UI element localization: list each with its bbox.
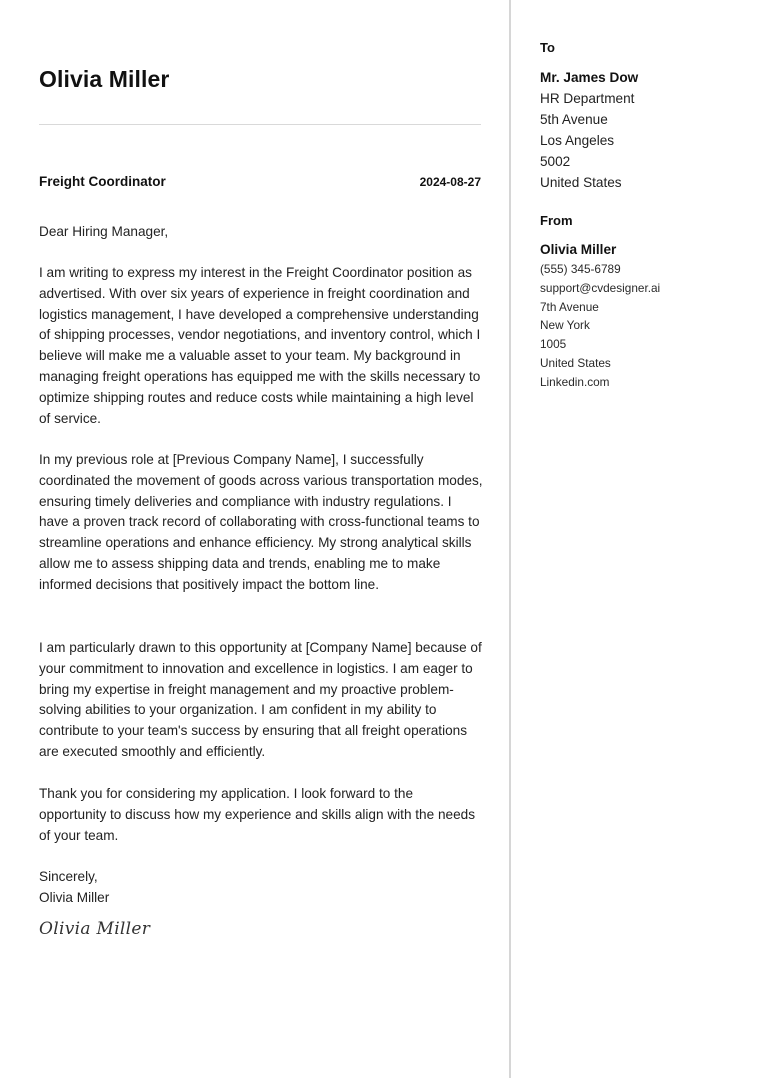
sender-email[interactable]: support@cvdesigner.ai — [540, 280, 661, 295]
recipient-department: HR Department — [540, 91, 635, 106]
letter-date: 2024-08-27 — [419, 175, 481, 189]
column-divider — [509, 0, 511, 1078]
sender-zip: 1005 — [540, 337, 567, 352]
paragraph-intro: I am writing to express my interest in the Freight Coordinator position as advertised. With over six years of experience in freight coordination and logistics management, I have developed a comprehensive understanding of shipping processes, vendor negotiations, and inventory control, which I believe will make me a valuable asset to your team. My background in managing freight operations has equipped me with the skills necessary to optimize shipping routes and reduce costs while maintaining a high level of service. — [39, 265, 481, 426]
sender-contact — [540, 240, 660, 392]
job-title: Freight Coordinator — [39, 174, 166, 189]
header-divider — [39, 124, 481, 125]
closing-phrase: Sincerely, — [39, 869, 98, 884]
to-label: To — [540, 40, 555, 55]
recipient-address — [540, 67, 638, 193]
paragraph-motivation: I am particularly drawn to this opportunity at [Company Name] because of your commitment to innovation and excellence in logistics. I am eager to bring my expertise in freight management and my proactive problem-solving abilities to your organization. I am confident in my ability to contribute to your team's success by ensuring that all freight operations are executed smoothly and efficiently. — [39, 640, 482, 759]
letter-meta-row — [39, 174, 481, 189]
from-label: From — [540, 213, 573, 228]
salutation: Dear Hiring Manager, — [39, 224, 169, 239]
recipient-city: Los Angeles — [540, 133, 615, 148]
paragraph-experience: In my previous role at [Previous Company Name], I successfully coordinated the movement of goods across various transportation modes, ensuring timely deliveries and compliance with industry regulations. I have a proven track record of collaborating with cross-functional teams to streamline operations and enhance efficiency. My strong analytical skills allow me to assess shipping data and trends, enabling me to make informed decisions that positively impact the bottom line. — [39, 452, 483, 592]
from-name: Olivia Miller — [540, 242, 617, 257]
sender-city: New York — [540, 318, 590, 333]
sender-linkedin[interactable]: Linkedin.com — [540, 374, 610, 389]
recipient-street: 5th Avenue — [540, 112, 608, 127]
recipient-country: United States — [540, 175, 622, 190]
recipient-name: Mr. James Dow — [540, 70, 639, 85]
closing-block — [39, 867, 484, 909]
sender-country: United States — [540, 355, 611, 370]
closing-name: Olivia Miller — [39, 889, 110, 905]
sender-phone: (555) 345-6789 — [540, 262, 621, 276]
recipient-zip: 5002 — [540, 154, 571, 169]
sender-name: Olivia Miller — [39, 66, 170, 92]
handwritten-signature: Olivia Miller — [39, 919, 151, 939]
paragraph-thanks: Thank you for considering my application. I look forward to the opportunity to discuss how my experience and skills align with the needs of your team. — [39, 786, 475, 843]
sender-street: 7th Avenue — [540, 299, 599, 314]
